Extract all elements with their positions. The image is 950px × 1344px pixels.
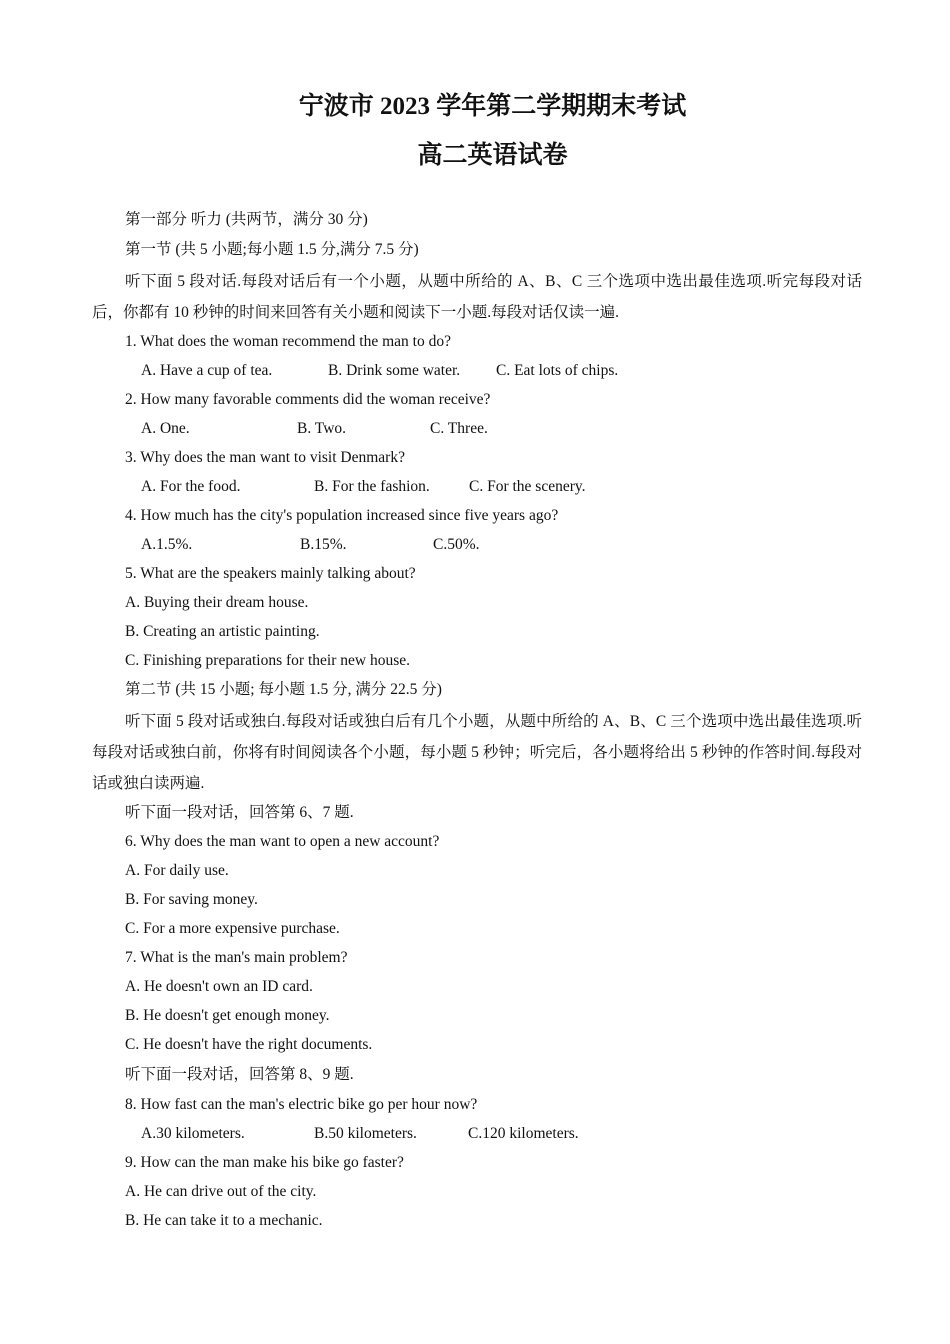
question-7-option-c: C. He doesn't have the right documents. [125,1036,373,1053]
question-4-option-a: A.1.5%. [141,536,193,553]
section1-heading: 第一节 (共 5 小题;每小题 1.5 分,满分 7.5 分) [125,241,419,258]
question-6-stem: 6. Why does the man want to open a new account? [125,833,440,850]
question-2-option-c: C. Three. [430,420,488,437]
question-8-option-c: C.120 kilometers. [468,1125,579,1142]
question-6-option-b: B. For saving money. [125,891,258,908]
question-5-stem: 5. What are the speakers mainly talking about? [125,565,416,582]
question-6-option-c: C. For a more expensive purchase. [125,920,340,937]
question-3-option-a: A. For the food. [141,478,241,495]
group-2-heading: 听下面一段对话，回答第 8、9 题. [125,1066,354,1083]
question-1-option-a: A. Have a cup of tea. [141,362,273,379]
question-5-option-c: C. Finishing preparations for their new house. [125,652,410,669]
question-4-stem: 4. How much has the city's population increased since five years ago? [125,507,559,524]
question-7-option-a: A. He doesn't own an ID card. [125,978,313,995]
question-4-option-b: B.15%. [300,536,347,553]
question-8-option-b: B.50 kilometers. [314,1125,417,1142]
part1-heading: 第一部分 听力 (共两节，满分 30 分) [125,211,368,228]
question-9-stem: 9. How can the man make his bike go faster? [125,1154,404,1171]
question-7-stem: 7. What is the man's main problem? [125,949,348,966]
question-1-option-c: C. Eat lots of chips. [496,362,619,379]
question-3-option-c: C. For the scenery. [469,478,586,495]
question-2-option-a: A. One. [141,420,190,437]
question-1-stem: 1. What does the woman recommend the man to do? [125,333,451,350]
question-4-option-c: C.50%. [433,536,480,553]
question-7-option-b: B. He doesn't get enough money. [125,1007,330,1024]
exam-subtitle: 高二英语试卷 [417,142,568,169]
section2-instructions: 听下面 5 段对话或独白.每段对话或独白后有几个小题，从题中所给的 A、B、C 三个选项中选出最佳选项.听每段对话或独白前，你将有时间阅读各个小题，每小题 5 秒钟；听完后，各小题将给出 5 秒钟的作答时间.每段对话或独白读两遍. [92,713,862,792]
section1-instructions: 听下面 5 段对话.每段对话后有一个小题，从题中所给的 A、B、C 三个选项中选出最佳选项.听完每段对话后，你都有 10 秒钟的时间来回答有关小题和阅读下一小题.每段对话仅读一遍. [92,273,862,321]
question-5-option-b: B. Creating an artistic painting. [125,623,320,640]
question-9-option-a: A. He can drive out of the city. [125,1183,317,1200]
question-3-stem: 3. Why does the man want to visit Denmark? [125,449,405,466]
exam-title: 宁波市 2023 学年第二学期期末考试 [298,93,687,120]
question-8-stem: 8. How fast can the man's electric bike go per hour now? [125,1096,478,1113]
question-5-option-a: A. Buying their dream house. [125,594,309,611]
question-6-option-a: A. For daily use. [125,862,229,879]
question-9-option-b: B. He can take it to a mechanic. [125,1212,323,1229]
question-8-option-a: A.30 kilometers. [141,1125,245,1142]
section2-heading: 第二节 (共 15 小题; 每小题 1.5 分, 满分 22.5 分) [125,681,442,698]
question-2-option-b: B. Two. [297,420,347,437]
group-1-heading: 听下面一段对话，回答第 6、7 题. [125,804,354,821]
question-3-option-b: B. For the fashion. [314,478,430,495]
question-2-stem: 2. How many favorable comments did the woman receive? [125,391,491,408]
question-1-option-b: B. Drink some water. [328,362,461,379]
